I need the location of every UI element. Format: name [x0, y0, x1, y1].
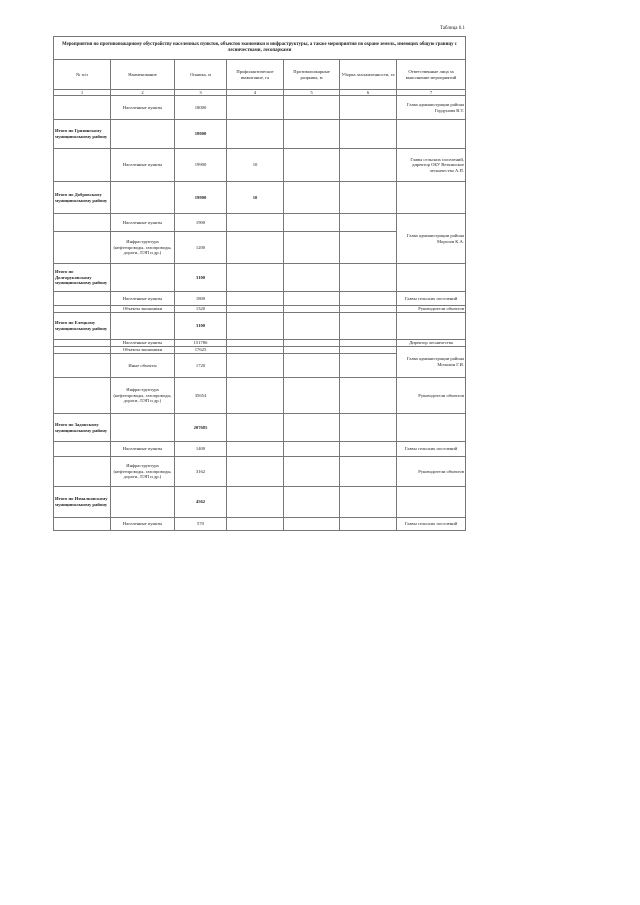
row-burning: 10 — [227, 149, 284, 182]
row-name: Инфраструктура (нефтепроводы, газопроводы, дороги, ЛЭП и др.) — [111, 232, 175, 264]
col-number: 2 — [111, 90, 175, 96]
col-header-firebreaks: Противопожарные разрывы, м — [284, 60, 340, 90]
col-header-plowing: Опашка, м — [175, 60, 227, 90]
total-plowing: 207685 — [175, 414, 227, 442]
row-responsible: Главы сельских поселений — [397, 442, 466, 457]
col-number: 6 — [340, 90, 397, 96]
total-row — [54, 313, 466, 340]
row-plowing: 151786 — [175, 340, 227, 347]
row-plowing: 18000 — [175, 96, 227, 120]
row-plowing: 1320 — [175, 306, 227, 313]
row-name: Иные объекты — [111, 354, 175, 378]
table-row — [54, 457, 466, 487]
row-plowing: 19900 — [175, 149, 227, 182]
row-name: Населенные пункты — [111, 149, 175, 182]
row-name: Населенные пункты — [111, 442, 175, 457]
total-row — [54, 487, 466, 518]
total-plowing: 18000 — [175, 120, 227, 149]
district-total-label: Итого по Грязинскому муниципальному району — [54, 120, 111, 149]
row-name: Инфраструктура (нефтепроводы, газопроводы, дороги, ЛЭП и др.) — [111, 457, 175, 487]
total-row — [54, 182, 466, 214]
district-total-label: Итого по Долгоруковскому муниципальному району — [54, 264, 111, 292]
row-plowing: 570 — [175, 518, 227, 531]
table-row — [54, 214, 466, 232]
total-row — [54, 264, 466, 292]
total-plowing: 19900 — [175, 182, 227, 214]
total-row — [54, 120, 466, 149]
row-plowing: 35654 — [175, 378, 227, 414]
table-row — [54, 149, 466, 182]
district-total-label: Итого по Измалковскому муниципальному району — [54, 487, 111, 518]
row-plowing: 1720 — [175, 354, 227, 378]
col-number: 4 — [227, 90, 284, 96]
table-row — [54, 347, 466, 354]
row-responsible: Главы сельских поселений, директор ОБУ Веткинское лесничество А.П. — [397, 149, 466, 182]
table-row — [54, 518, 466, 531]
table-row — [54, 292, 466, 306]
total-plowing: 4562 — [175, 487, 227, 518]
col-header-burning: Профилактическое выжигание, га — [227, 60, 284, 90]
col-number: 1 — [54, 90, 111, 96]
row-plowing: 17625 — [175, 347, 227, 354]
row-name: Инфраструктура (нефтепроводы, газопроводы, дороги, ЛЭП и др.) — [111, 378, 175, 414]
col-number: 3 — [175, 90, 227, 96]
district-total-label: Итого по Елецкому муниципальному району — [54, 313, 111, 340]
table-number: Таблица 6.1 — [439, 26, 465, 31]
row-name: Населенные пункты — [111, 518, 175, 531]
total-plowing: 3100 — [175, 313, 227, 340]
table-row — [54, 442, 466, 457]
row-responsible: Руководители объектов — [397, 457, 466, 487]
row-responsible: Глава администрации района Мочалин Г.И. — [397, 347, 466, 378]
col-header-responsible: Ответственные лица за выполнение мероприятий — [397, 60, 466, 90]
header-row — [54, 60, 466, 90]
col-number: 5 — [284, 90, 340, 96]
district-total-label: Итого по Задонскому муниципальному району — [54, 414, 111, 442]
table-row — [54, 306, 466, 313]
total-row — [54, 414, 466, 442]
measures-table — [53, 36, 466, 531]
row-name: Объекты экономики — [111, 306, 175, 313]
row-name: Населенные пункты — [111, 214, 175, 232]
row-responsible: Глава администрации района Морозов К.А. — [397, 214, 466, 264]
col-header-cleanup: Уборка захламленности, га — [340, 60, 397, 90]
row-name: Населенные пункты — [111, 292, 175, 306]
row-name: Населенные пункты — [111, 340, 175, 347]
table-row — [54, 96, 466, 120]
row-responsible: Глава администрации района Гордунова В.Т. — [397, 96, 466, 120]
total-burning: 10 — [227, 182, 284, 214]
row-plowing: 3162 — [175, 457, 227, 487]
row-name: Объекты экономики — [111, 347, 175, 354]
row-plowing: 1200 — [175, 232, 227, 264]
table-row — [54, 340, 466, 347]
row-responsible: Главы сельских поселений — [397, 292, 466, 306]
row-responsible: Директор лесничества — [397, 340, 466, 347]
total-plowing: 3100 — [175, 264, 227, 292]
table-caption: Мероприятия по противопожарному обустройству населенных пунктов, объектов экономики и инфраструктуры, а также мероприятия по охране земель, имеющих общую границу с лесничествами, лесопарками — [54, 37, 466, 60]
row-responsible: Руководители объектов — [397, 306, 466, 313]
row-responsible: Руководители объектов — [397, 378, 466, 414]
row-plowing: 1900 — [175, 214, 227, 232]
row-name: Населенные пункты — [111, 96, 175, 120]
col-header-name: Наименование — [111, 60, 175, 90]
row-responsible: Главы сельских поселений — [397, 518, 466, 531]
row-plowing: 1800 — [175, 292, 227, 306]
district-total-label: Итого по Добровскому муниципальному району — [54, 182, 111, 214]
col-number: 7 — [397, 90, 466, 96]
table-row — [54, 378, 466, 414]
row-plowing: 1400 — [175, 442, 227, 457]
col-header-number: № п/п — [54, 60, 111, 90]
